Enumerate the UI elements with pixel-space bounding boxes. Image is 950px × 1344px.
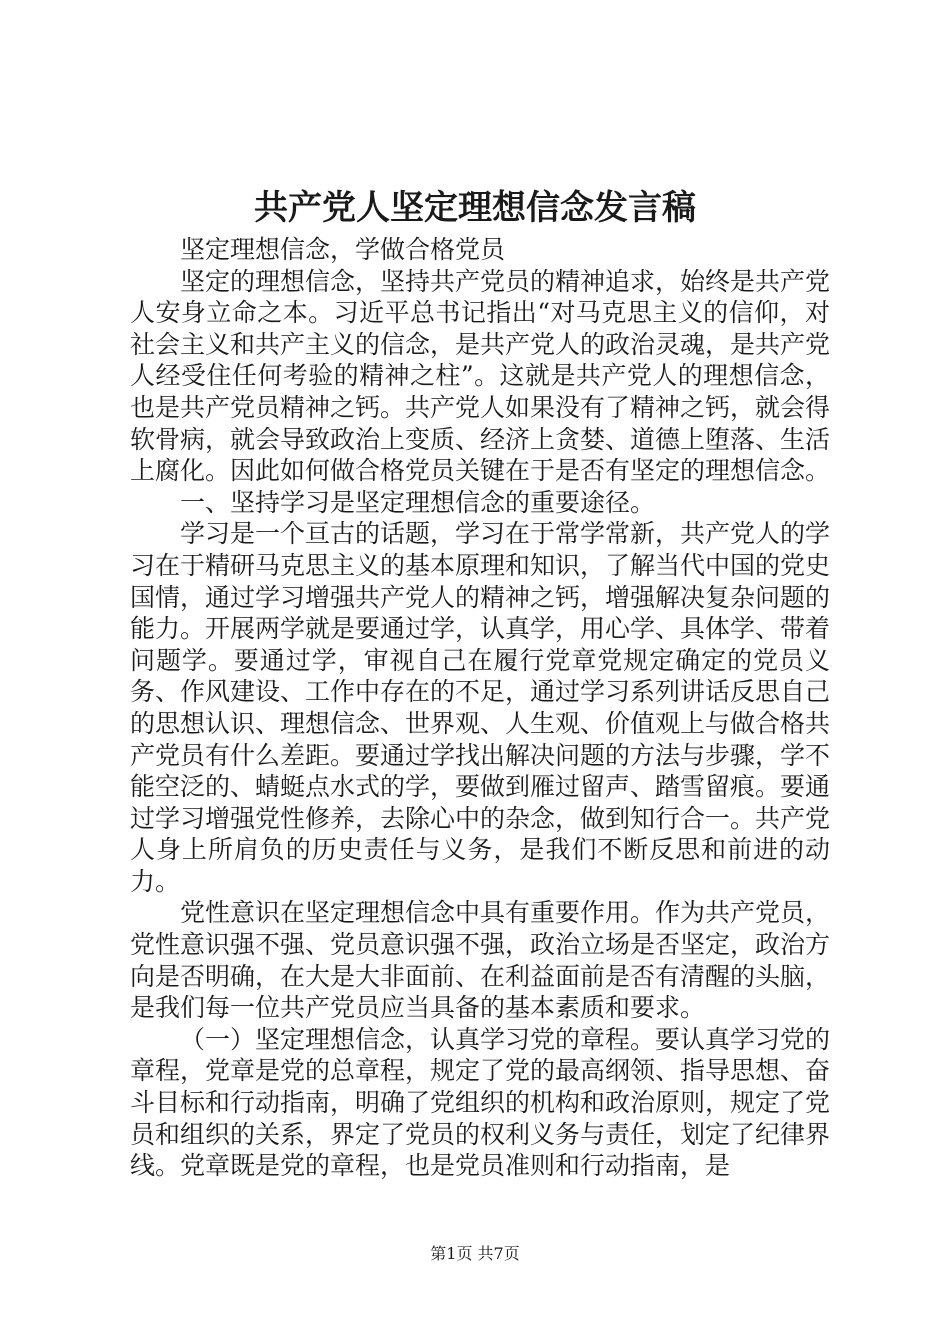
page-number-footer: 第1页 共7页 [430,1244,520,1263]
body-paragraph: （一）坚定理想信念，认真学习党的章程。要认真学习党的章程，党章是党的总章程，规定了党的最高纲领、指导思想、奋斗目标和行动指南，明确了党组织的机构和政治原则，规定了党员和组织的关系，界定了党员的权利义务与责任，划定了纪律界线。党章既是党的章程，也是党员准则和行动指南，是 [130,1024,831,1181]
section-heading: 一、坚持学习是坚定理想信念的重要途径。 [180,487,656,517]
document-body [130,234,830,1182]
body-paragraph: 坚定的理想信念，坚持共产党员的精神追求，始终是共产党人安身立命之本。习近平总书记指出“对马克思主义的信仰，对社会主义和共产主义的信念，是共产党人的政治灵魂，是共产党人经受住任何考验的精神之柱”。这就是共产党人的理想信念，也是共产党员精神之钙。共产党人如果没有了精神之钙，就会得软骨病，就会导致政治上变质、经济上贪婪、道德上堕落、生活上腐化。因此如何做合格党员关键在于是否有坚定的理想信念。 [130,266,831,486]
document-title: 共产党人坚定理想信念发言稿 [254,188,696,228]
subtitle-paragraph: 坚定理想信念，学做合格党员 [180,235,506,264]
body-paragraph: 党性意识在坚定理想信念中具有重要作用。作为共产党员，党性意识强不强、党员意识强不强，政治立场是否坚定，政治方向是否明确，在大是大非面前、在利益面前是否有清醒的头脑，是我们每一位共产党员应当具备的基本素质和要求。 [130,898,831,1023]
body-paragraph: 学习是一个亘古的话题，学习在于常学常新，共产党人的学习在于精研马克思主义的基本原理和知识，了解当代中国的党史国情，通过学习增强共产党人的精神之钙，增强解决复杂问题的能力。开展两学就是要通过学，认真学，用心学、具体学、带着问题学。要通过学，审视自己在履行党章党规定确定的党员义务、作风建设、工作中存在的不足，通过学习系列讲话反思自己的思想认识、理想信念、世界观、人生观、价值观上与做合格共产党员有什么差距。要通过学找出解决问题的方法与步骤，学不能空泛的、蜻蜓点水式的学，要做到雁过留声、踏雪留痕。要通过学习增强党性修养，去除心中的杂念，做到知行合一。共产党人身上所肩负的历史责任与义务，是我们不断反思和前进的动力。 [130,519,831,896]
